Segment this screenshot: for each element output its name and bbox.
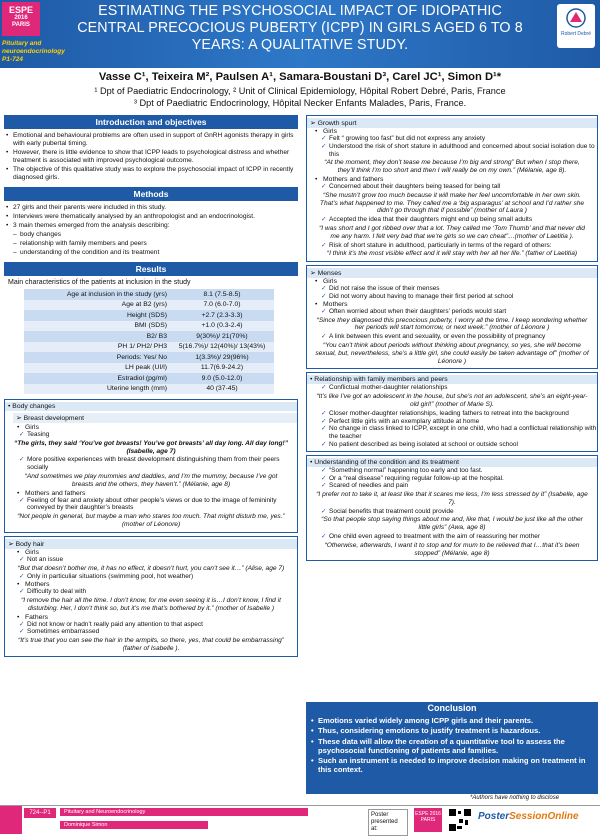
list-item: ✓ Closer mother-daughter relationships, leading fathers to retreat into the background xyxy=(321,410,597,418)
understanding-heading: • Understanding of the condition and its treatment xyxy=(307,458,597,467)
methods-sublist xyxy=(4,231,298,257)
affiliation-2: ³ Dpt of Paediatric Endocrinology, Hôpital Necker Enfants Malades, Paris, France. xyxy=(133,98,467,108)
mothers-label: • Mothers xyxy=(315,301,597,308)
table-label-cell: Age at B2 (yrs) xyxy=(24,300,170,311)
family-heading: • Relationship with family members and peers xyxy=(307,375,597,384)
table-row xyxy=(24,352,274,363)
table-label-cell: Age at inclusion in the study (yrs) xyxy=(24,289,170,300)
menses-box xyxy=(306,265,598,369)
list-item: ✓ Accepted the idea that their daughters might end up being small adults xyxy=(321,216,597,224)
quote: “Since they diagnosed this precocious puberty, I worry all the time. I keep wondering whether her periods will start tomorrow, or next week.” (mother of Léonore ) xyxy=(316,316,588,332)
table-label-cell: Uterine length (mm) xyxy=(24,384,170,395)
growth-heading: ➢ Growth spurt xyxy=(307,118,597,128)
table-row xyxy=(24,373,274,384)
list-item: ✓ Often worried about when their daughters’ periods would start xyxy=(321,308,597,316)
list-item: ✓ Difficulty to deal with xyxy=(19,588,297,596)
left-column xyxy=(4,115,298,657)
list-item: – understanding of the condition and its treatment xyxy=(20,249,298,257)
table-row xyxy=(24,300,274,311)
girls-label: • Girls xyxy=(17,549,297,556)
intro-heading: Introduction and objectives xyxy=(4,115,298,129)
table-value-cell: 1(3.3%)/ 29(96%) xyxy=(170,352,274,363)
list-item: ✓ Social benefits that treatment could provide xyxy=(321,508,597,516)
table-value-cell: 9(30%)/ 21(70%) xyxy=(170,331,274,342)
quote: “Not people in general, but maybe a man who stares too much. That might disturb me, yes.” (mother of Léonore) xyxy=(17,513,285,528)
list-item: ✓ No patient described as being isolated at school or outside school xyxy=(321,441,597,449)
quote: “The girls, they said ‘You’ve got breasts! You’ve got breasts’ all day long. All day long!” (Isabelle, age 7) xyxy=(13,439,289,455)
list-item: • Emotions varied widely among ICPP girls and their parents. xyxy=(318,716,594,725)
poster-code: 724--P1 xyxy=(24,808,56,818)
list-item: ✓ Not an issue xyxy=(19,556,297,564)
table-value-cell: 5(16.7%)/ 12(40%)/ 13(43%) xyxy=(170,342,274,353)
table-row xyxy=(24,289,274,300)
list-item: ✓ One child even agreed to treatment with the aim of reassuring her mother xyxy=(321,533,597,541)
table-label-cell: BMI (SDS) xyxy=(24,321,170,332)
list-item: ✓ Or a “real disease” requiring regular follow-up at the hospital. xyxy=(321,475,597,483)
list-item: ✓ Teasing xyxy=(19,431,297,439)
list-item: • Thus, considering emotions to justify treatment is hazardous. xyxy=(318,726,594,735)
mothers-fathers-label: • Mothers and fathers xyxy=(17,490,297,497)
session-tag: Pituitary and neuroendocrinology P1-724 xyxy=(2,40,65,63)
quote: “Otherwise, afterwards, I want it to stop and for mum to be relieved that I…that it’s been stopped” (Mélanie, age 8) xyxy=(324,541,580,557)
list-item: • Emotional and behavioural problems are often used in support of GnRH agonists therapy in girls with early pubertal timing. xyxy=(13,132,298,148)
table-row xyxy=(24,321,274,332)
quote: “You can’t think about periods without thinking about pregnancy, so yes, she will become sexual, but, nevertheless, she’s a little girl, she could easily be taken advantage of” (mother of Léonore ) xyxy=(315,341,589,365)
list-item: ✓ Risk of short stature in adulthood, particularly in terms of the regard of others: xyxy=(321,242,597,250)
footer-bar xyxy=(0,805,600,834)
list-item: – body changes xyxy=(20,231,298,239)
methods-list xyxy=(4,204,298,230)
girls-label: • Girls xyxy=(315,128,597,135)
table-caption: Main characteristics of the patients at inclusion in the study xyxy=(8,279,191,286)
girls-label: • Girls xyxy=(315,278,597,285)
list-item: ✓ Understood the risk of short stature in adulthood and concerned about social isolation due to this xyxy=(321,143,597,159)
table-row xyxy=(24,310,274,321)
table-label-cell: Estradiol (pg/ml) xyxy=(24,373,170,384)
list-item: ✓ Scared of needles and pain xyxy=(321,482,597,490)
quote: “I was short and I got ribbed over that a lot. They called me ‘Tom Thumb’ and that never did me any harm. I felt very bad that we’re girls so we can cheat”…(mother of Laetitia ). xyxy=(319,224,585,240)
list-item: ✓ Concerned about their daughters being teased for being tall xyxy=(321,183,597,191)
body-hair-box xyxy=(4,536,298,657)
list-item: ✓ More positive experiences with breast development distinguishing them from their peers socially xyxy=(19,456,297,472)
qr-code-icon xyxy=(448,808,472,832)
list-item: ✓ Sometimes embarrassed xyxy=(19,628,297,636)
list-item: • The objective of this qualitative study was to explore the psychosocial impact of ICPP in recently diagnosed girls. xyxy=(13,166,298,182)
quote: “It’s true that you can see the hair in the armpits, so there, yes, that could be embarrassing” (father of Isabelle ). xyxy=(18,637,284,652)
girls-label: • Girls xyxy=(17,424,297,431)
footer-topic: Pituitary and Neuroendocrinology xyxy=(60,808,308,816)
table-value-cell: 40 (37-45) xyxy=(170,384,274,395)
body-hair-heading: ➢ Body hair xyxy=(5,539,297,549)
list-item: ✓ Did not raise the issue of their menses xyxy=(321,285,597,293)
table-value-cell: 9.0 (5.0-12.0) xyxy=(170,373,274,384)
poster-session-brand: PosterSessionOnline xyxy=(478,811,579,822)
espe-footer-logo: ESPE 2016 PARIS xyxy=(414,808,442,832)
table-label-cell: Periods: Yes/ No xyxy=(24,352,170,363)
table-row xyxy=(24,384,274,395)
table-value-cell: +1.0 (0.3-2.4) xyxy=(170,321,274,332)
quote: “So that people stop saying things about me and, like that, I would be just like all the other little girls” (Awa, age 8) xyxy=(321,516,583,532)
quote: “But that doesn’t bother me, it has no effect, it doesn’t hurt, you can’t see it…” (Alise, age 7) xyxy=(17,564,285,572)
quote: “I think it’s the most visible effect and it will stay with her all her life.” (father of Laetitia) xyxy=(326,250,578,258)
quote: “I remove the hair all the time. I don’t know, for me even seeing it is…I don’t know, I find it disturbing. Her, I don’t think so, but it’s me that’s bothered by it.” (mother of Isabelle ) xyxy=(21,596,281,612)
footer-name: Dominique Simon xyxy=(60,821,208,829)
table-value-cell: 11.7(6.9-24.2) xyxy=(170,363,274,374)
list-item: – relationship with family members and peers xyxy=(20,240,298,248)
results-heading: Results xyxy=(4,262,298,276)
growth-box xyxy=(306,115,598,262)
list-item: ✓ A link between this event and sexuality, or even the possibility of pregnancy xyxy=(321,333,597,341)
list-item: ✓ Did not worry about having to manage their first period at school xyxy=(321,293,597,301)
quote: “And sometimes we play mummies and daddies, and I’m the mummy, because I’ve got breasts and the others, they haven’t.” (Mélanie, age 8) xyxy=(24,472,278,488)
list-item: ✓ Only in particuliar situations (swimming pool, hot weather) xyxy=(19,573,297,581)
list-item: ✓ “Something normal” happening too early and too fast. xyxy=(321,467,597,475)
table-label-cell: Height (SDS) xyxy=(24,310,170,321)
body-changes-box xyxy=(4,399,298,533)
quote: “She mustn’t grow too much because it will make her feel uncomfortable in her own skin. That’s what happened to me. They called me a ‘big asparagus’ at school and I’d rather she didn’t go through that if possible” (mother of Laura ) xyxy=(319,191,585,215)
table-label-cell: B2/ B3 xyxy=(24,331,170,342)
hospital-logo-icon xyxy=(565,8,587,28)
table-row xyxy=(24,342,274,353)
breast-heading: ➢ Breast development xyxy=(13,413,297,423)
conclusion-heading: Conclusion xyxy=(427,703,477,713)
list-item: ✓ Perfect little girls with an exemplary attitude at home xyxy=(321,418,597,426)
table-row xyxy=(24,331,274,342)
espe-logo: ESPE 2016 PARIS xyxy=(2,2,40,36)
list-item: ✓ No change in class linked to ICPP, except in one child, who had a conflictual relationship with the teacher xyxy=(321,425,597,441)
table-label-cell: LH peak (UI/l) xyxy=(24,363,170,374)
intro-list xyxy=(4,132,298,182)
list-item: ✓ Feeling of fear and anxiety about other people’s views or due to the image of femininity conveyed by their daughter’s breasts xyxy=(19,497,297,513)
mothers-label: • Mothers xyxy=(17,581,297,588)
menses-heading: ➢ Menses xyxy=(307,268,597,278)
list-item: ✓ Did not know or hadn’t really paid any attention to that aspect xyxy=(19,621,297,629)
conclusion-box xyxy=(306,702,598,794)
list-item: ✓ Felt “ growing too fast” but did not express any anxiety xyxy=(321,135,597,143)
understanding-box xyxy=(306,455,598,562)
disclosure-note: *Authors have nothing to disclose xyxy=(470,795,560,801)
right-column xyxy=(306,115,598,561)
list-item: • Such an instrument is needed to improve decision making on treatment in this context. xyxy=(318,756,594,774)
fathers-label: • Fathers xyxy=(17,614,297,621)
list-item: • These data will allow the creation of a quantitative tool to assess the psychosocial functioning of patients and families. xyxy=(318,737,594,755)
table-label-cell: PH 1/ PH2/ PH3 xyxy=(24,342,170,353)
table-value-cell: 7.0 (6.0-7.0) xyxy=(170,300,274,311)
poster-presented: Poster presented at: xyxy=(368,809,408,836)
footer-accent xyxy=(0,806,22,834)
poster-title: ESTIMATING THE PSYCHOSOCIAL IMPACT OF IDIOPATHIC CENTRAL PRECOCIOUS PUBERTY (ICPP) IN GIRLS AGED 6 TO 8 YEARS: A QUALITATIVE STUDY. xyxy=(77,3,523,53)
body-changes-heading: • Body changes xyxy=(5,402,297,411)
list-item: • However, there is little evidence to show that ICPP leads to psychological distress and whether treatment is associated with improved psychological outcome. xyxy=(13,149,298,165)
list-item: • 27 girls and their parents were included in this study. xyxy=(13,204,298,212)
affiliation-1: ¹ Dpt of Paediatric Endocrinology, ² Unit of Clinical Epidemiology, Hôpital Robert Debré, Paris, France xyxy=(94,86,506,96)
mothers-fathers-label: • Mothers and fathers xyxy=(315,176,597,183)
authors: Vasse C¹, Teixeira M², Paulsen A¹, Samara-Boustani D³, Carel JC¹, Simon D¹* xyxy=(98,71,502,83)
list-item: • Interviews were thematically analysed by an anthropologist and an endocrinologist. xyxy=(13,213,298,221)
hospital-logo: Robert Debré xyxy=(557,4,595,48)
conclusion-list xyxy=(306,716,594,774)
table-row xyxy=(24,363,274,374)
quote: “It’s like I’ve got an adolescent in the house, but she’s not an adolescent, she’s an eight-year-old girl!” (mother of Marie S). xyxy=(316,393,588,408)
family-box xyxy=(306,372,598,451)
quote: “At the moment, they don’t tease me because I’m big and strong” But when I stop there, they’ll think I’m too short and then I will really be on my own.” (Mélanie, age 8). xyxy=(324,159,580,175)
table-value-cell: +2.7 (2.3-3.3) xyxy=(170,310,274,321)
list-item: • 3 main themes emerged from the analysis describing: xyxy=(13,222,298,230)
list-item: ✓ Conflictual mother-daughter relationships xyxy=(321,384,597,392)
patient-table xyxy=(24,289,274,394)
quote: “I prefer not to take it, at least like that it scares me less, I’m less stressed by it” (Isabelle, age 7). xyxy=(316,491,588,506)
methods-heading: Methods xyxy=(4,187,298,201)
table-value-cell: 8.1 (7.5-8.5) xyxy=(170,289,274,300)
